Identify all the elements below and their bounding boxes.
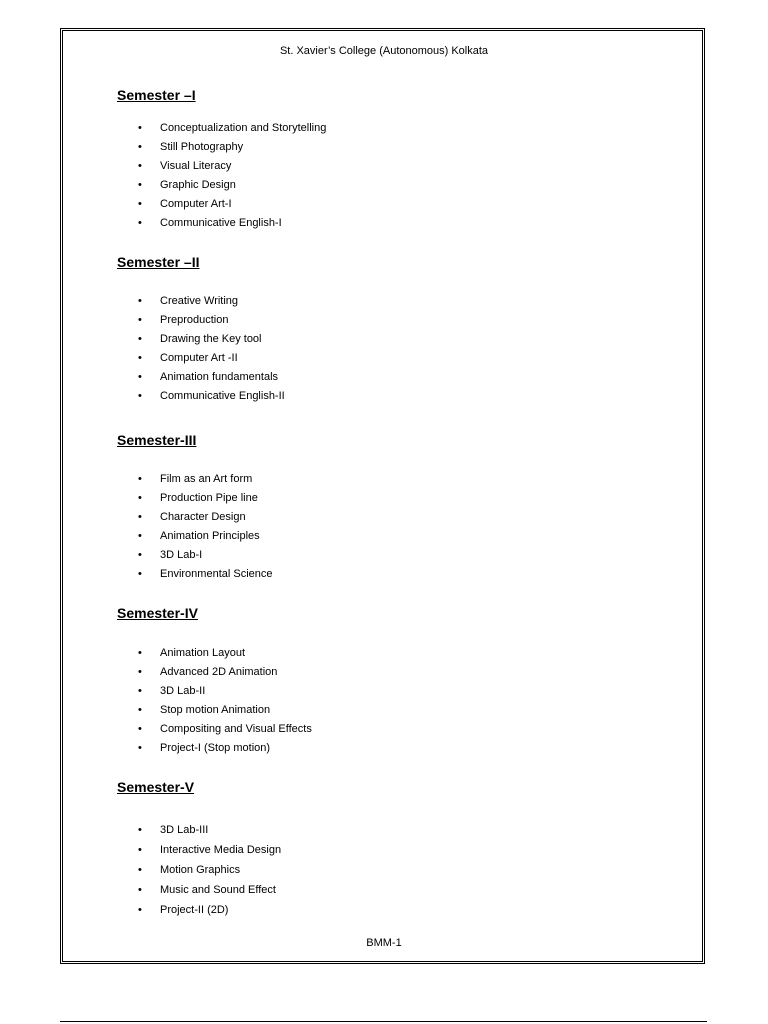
course-item bbox=[138, 720, 312, 739]
bullet-icon: • bbox=[138, 390, 142, 402]
course-item bbox=[138, 387, 285, 406]
bullet-icon: • bbox=[138, 473, 142, 485]
bullet-icon: • bbox=[138, 122, 142, 134]
bullet-icon: • bbox=[138, 314, 142, 326]
bullet-icon: • bbox=[138, 884, 142, 896]
bullet-icon: • bbox=[138, 511, 142, 523]
bullet-icon: • bbox=[138, 141, 142, 153]
bullet-icon: • bbox=[138, 904, 142, 916]
course-label: Advanced 2D Animation bbox=[160, 666, 278, 678]
bullet-icon: • bbox=[138, 704, 142, 716]
course-item bbox=[138, 900, 281, 920]
course-label: Animation fundamentals bbox=[160, 371, 279, 383]
course-label: Preproduction bbox=[160, 314, 229, 326]
course-item bbox=[138, 489, 273, 508]
course-item bbox=[138, 739, 312, 758]
page-footer-label: BMM-1 bbox=[366, 937, 402, 949]
course-label: Project-I (Stop motion) bbox=[160, 742, 271, 754]
course-label: Still Photography bbox=[160, 141, 244, 153]
bullet-icon: • bbox=[138, 824, 142, 836]
bullet-icon: • bbox=[138, 371, 142, 383]
course-item bbox=[138, 880, 281, 900]
bullet-icon: • bbox=[138, 530, 142, 542]
course-item bbox=[138, 820, 281, 840]
course-label: Visual Literacy bbox=[160, 160, 232, 172]
course-item bbox=[138, 663, 312, 682]
course-label: 3D Lab-I bbox=[160, 549, 203, 561]
next-page-top-border bbox=[60, 1021, 707, 1022]
course-item bbox=[138, 330, 285, 349]
semester-4-course-list bbox=[138, 644, 312, 758]
course-item bbox=[138, 527, 273, 546]
course-item bbox=[138, 682, 312, 701]
bullet-icon: • bbox=[138, 295, 142, 307]
course-item bbox=[138, 349, 285, 368]
bullet-icon: • bbox=[138, 492, 142, 504]
course-label: Film as an Art form bbox=[160, 473, 253, 485]
course-label: Drawing the Key tool bbox=[160, 333, 262, 345]
course-item bbox=[138, 368, 285, 387]
bullet-icon: • bbox=[138, 549, 142, 561]
semester-2-section bbox=[117, 253, 285, 406]
semester-5-section bbox=[117, 778, 282, 920]
bullet-icon: • bbox=[138, 352, 142, 364]
course-label: Interactive Media Design bbox=[160, 844, 282, 856]
bullet-icon: • bbox=[138, 179, 142, 191]
course-label: Creative Writing bbox=[160, 295, 239, 307]
course-label: Computer Art-I bbox=[160, 198, 232, 210]
semester-2-heading: Semester –II bbox=[117, 254, 200, 270]
course-item bbox=[138, 546, 273, 565]
course-item bbox=[138, 138, 326, 157]
bullet-icon: • bbox=[138, 160, 142, 172]
course-label: Music and Sound Effect bbox=[160, 884, 276, 896]
course-item bbox=[138, 860, 281, 880]
course-label: Animation Principles bbox=[160, 530, 260, 542]
course-label: Conceptualization and Storytelling bbox=[160, 122, 327, 134]
bullet-icon: • bbox=[138, 685, 142, 697]
course-label: Compositing and Visual Effects bbox=[160, 723, 312, 735]
course-label: Communicative English-I bbox=[160, 217, 282, 229]
course-label: Stop motion Animation bbox=[160, 704, 271, 716]
course-label: Communicative English-II bbox=[160, 390, 285, 402]
course-label: 3D Lab-II bbox=[160, 685, 206, 697]
bullet-icon: • bbox=[138, 666, 142, 678]
semester-1-heading: Semester –I bbox=[117, 87, 196, 103]
college-header: St. Xavier’s College (Autonomous) Kolkata bbox=[279, 45, 489, 57]
course-label: Character Design bbox=[160, 511, 246, 523]
course-label: Environmental Science bbox=[160, 568, 273, 580]
semester-3-section bbox=[117, 431, 273, 584]
bullet-icon: • bbox=[138, 864, 142, 876]
course-item bbox=[138, 157, 326, 176]
semester-2-course-list bbox=[138, 292, 285, 406]
bullet-icon: • bbox=[138, 647, 142, 659]
course-item bbox=[138, 701, 312, 720]
course-label: Project-II (2D) bbox=[160, 904, 229, 916]
course-label: Graphic Design bbox=[160, 179, 236, 191]
course-item bbox=[138, 311, 285, 330]
bullet-icon: • bbox=[138, 217, 142, 229]
course-item bbox=[138, 195, 326, 214]
semester-4-heading: Semester-IV bbox=[117, 605, 198, 621]
bullet-icon: • bbox=[138, 844, 142, 856]
course-label: Production Pipe line bbox=[160, 492, 258, 504]
bullet-icon: • bbox=[138, 333, 142, 345]
semester-5-course-list bbox=[138, 820, 281, 920]
bullet-icon: • bbox=[138, 568, 142, 580]
bullet-icon: • bbox=[138, 723, 142, 735]
course-item bbox=[138, 508, 273, 527]
course-label: 3D Lab-III bbox=[160, 824, 209, 836]
course-item bbox=[138, 565, 273, 584]
semester-3-course-list bbox=[138, 470, 273, 584]
semester-3-heading: Semester-III bbox=[117, 432, 197, 448]
course-item bbox=[138, 214, 326, 233]
semester-1-section bbox=[117, 86, 327, 233]
course-item bbox=[138, 470, 273, 489]
course-label: Computer Art -II bbox=[160, 352, 238, 364]
course-item bbox=[138, 119, 326, 138]
course-label: Motion Graphics bbox=[160, 864, 241, 876]
course-item bbox=[138, 840, 281, 860]
course-item bbox=[138, 644, 312, 663]
bullet-icon: • bbox=[138, 198, 142, 210]
semester-4-section bbox=[117, 604, 312, 758]
course-item bbox=[138, 176, 326, 195]
course-item bbox=[138, 292, 285, 311]
semester-1-course-list bbox=[138, 119, 326, 233]
course-label: Animation Layout bbox=[160, 647, 245, 659]
semester-5-heading: Semester-V bbox=[117, 779, 195, 795]
bullet-icon: • bbox=[138, 742, 142, 754]
